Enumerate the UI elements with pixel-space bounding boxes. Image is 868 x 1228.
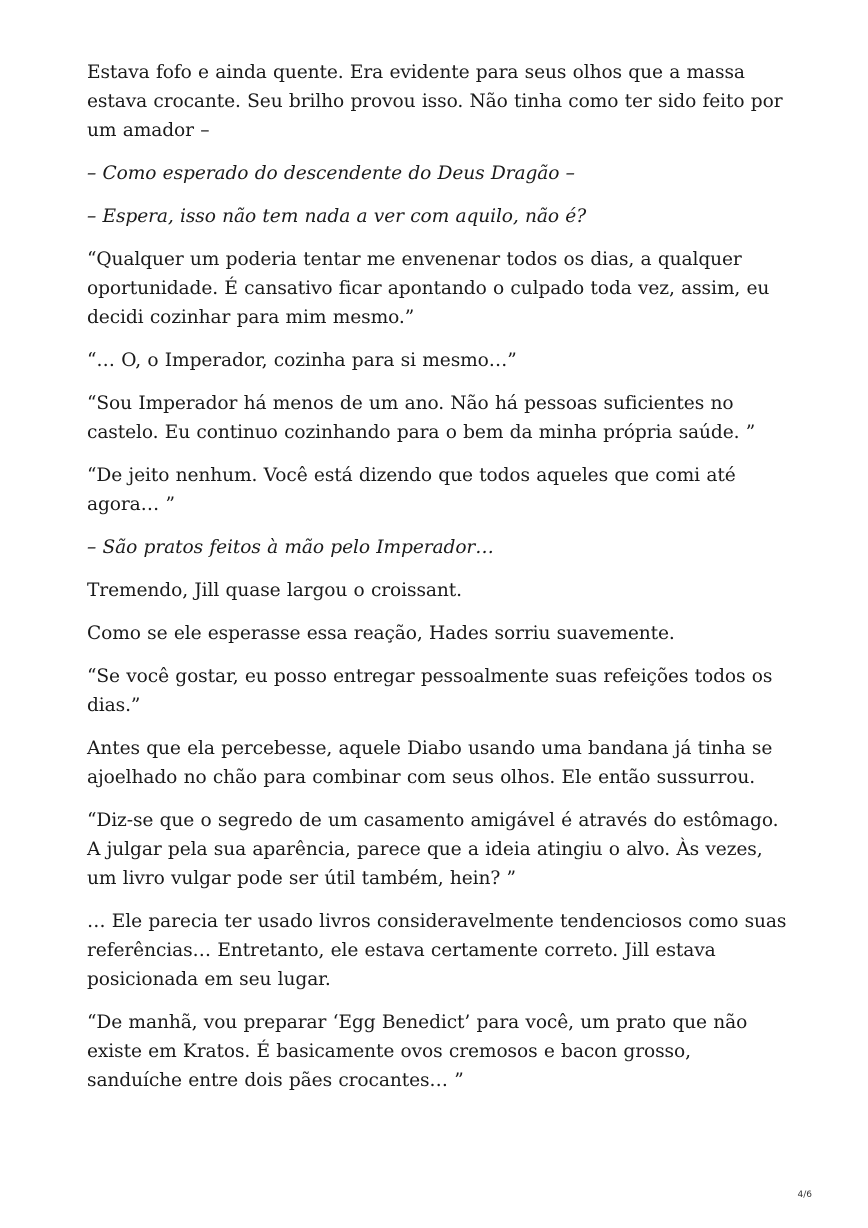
paragraph: Tremendo, Jill quase largou o croissant. (87, 580, 462, 601)
paragraph: “Qualquer um poderia tentar me envenenar todos os dias, a qualquer oportunidade. É cansativo ficar apontando o culpado toda vez, assim, eu decidi cozinhar para mim mesmo.” (87, 249, 770, 328)
paragraph: “Se você gostar, eu posso entregar pessoalmente suas refeições todos os dias.” (87, 666, 773, 716)
paragraph: “… O, o Imperador, cozinha para si mesmo…” (87, 350, 517, 371)
paragraph: Estava fofo e ainda quente. Era evidente para seus olhos que a massa estava crocante. Seu brilho provou isso. Não tinha como ter sido feito por um amador – (87, 62, 783, 141)
paragraph: Antes que ela percebesse, aquele Diabo usando uma bandana já tinha se ajoelhado no chão para combinar com seus olhos. Ele então sussurrou. (87, 738, 773, 788)
paragraph: “De jeito nenhum. Você está dizendo que todos aqueles que comi até agora… ” (87, 465, 736, 515)
paragraph: “Diz-se que o segredo de um casamento amigável é através do estômago. A julgar pela sua aparência, parece que a ideia atingiu o alvo. Às vezes, um livro vulgar pode ser útil também, hein? ” (87, 810, 779, 889)
paragraph: “De manhã, vou preparar ‘Egg Benedict’ para você, um prato que não existe em Kratos. É basicamente ovos cremosos e bacon grosso, sanduíche entre dois pães crocantes… ” (87, 1012, 748, 1091)
paragraph: … Ele parecia ter usado livros consideravelmente tendenciosos como suas referências… Entretanto, ele estava certamente correto. Jill estava posicionada em seu lugar. (87, 911, 787, 990)
paragraph-italic: – São pratos feitos à mão pelo Imperador… (87, 537, 494, 558)
paragraph: Como se ele esperasse essa reação, Hades sorriu suavemente. (87, 623, 675, 644)
paragraph: “Sou Imperador há menos de um ano. Não há pessoas suficientes no castelo. Eu continuo cozinhando para o bem da minha própria saúde. ” (87, 393, 756, 443)
paragraph-italic: – Como esperado do descendente do Deus Dragão – (87, 163, 575, 184)
paragraph-italic: – Espera, isso não tem nada a ver com aquilo, não é? (87, 206, 587, 227)
page-content (87, 58, 787, 1109)
page-number: 4/6 (797, 1190, 812, 1200)
